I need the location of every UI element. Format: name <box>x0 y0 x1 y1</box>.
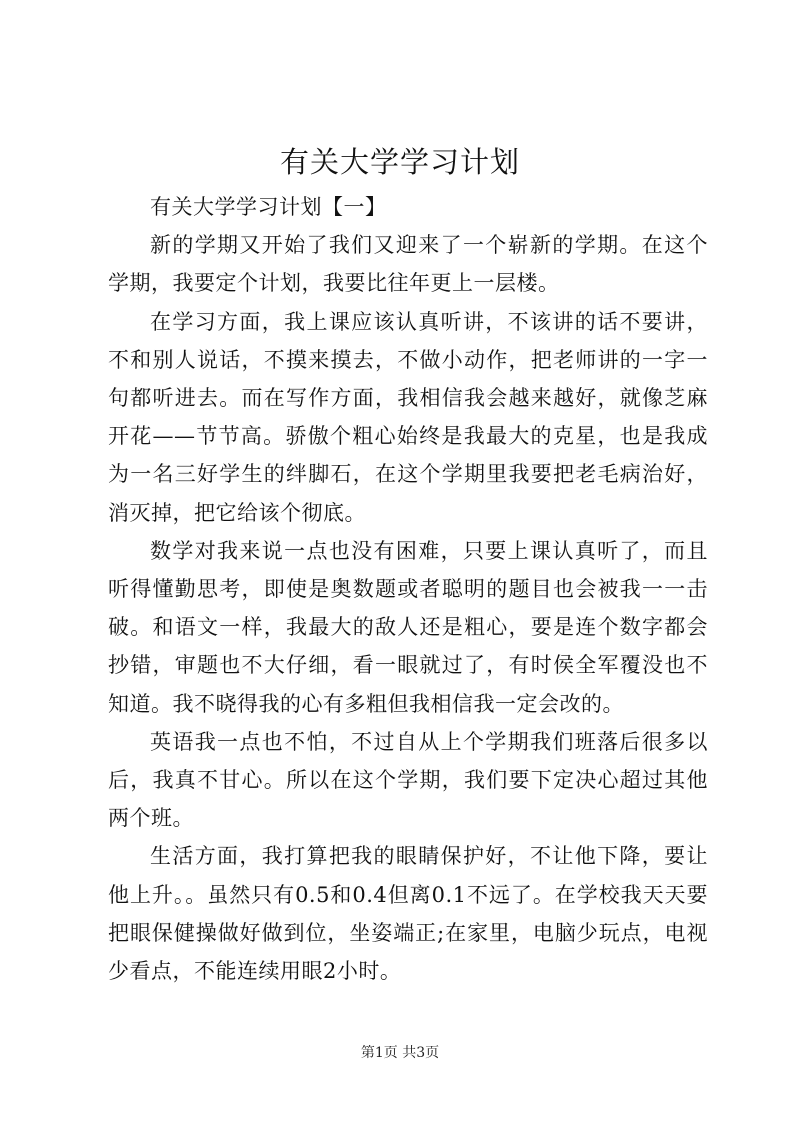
page-footer: 第1页 共3页 <box>360 1045 440 1061</box>
paragraph: 生活方面，我打算把我的眼睛保护好，不让他下降，要让他上升。。虽然只有0.5和0.4但离0.1不远了。在学校我天天要把眼保健操做好做到位，坐姿端正;在家里，电脑少玩点，电视少看点，不能连续用眼2小时。 <box>108 844 708 984</box>
paragraph: 在学习方面，我上课应该认真听讲，不该讲的话不要讲，不和别人说话，不摸来摸去，不做小动作，把老师讲的一字一句都听进去。而在写作方面，我相信我会越来越好，就像芝麻开花——节节高。骄傲个粗心始终是我最大的克星，也是我成为一名三好学生的绊脚石，在这个学期里我要把老毛病治好，消灭掉，把它给该个彻底。 <box>108 309 708 525</box>
paragraph: 英语我一点也不怕，不过自从上个学期我们班落后很多以后，我真不甘心。所以在这个学期，我们要下定决心超过其他两个班。 <box>108 729 708 831</box>
document-body <box>108 188 708 990</box>
paragraph: 数学对我来说一点也没有困难，只要上课认真听了，而且听得懂勤思考，即使是奥数题或者聪明的题目也会被我一一击破。和语文一样，我最大的敌人还是粗心，要是连个数字都会抄错，审题也不大仔细，看一眼就过了，有时侯全军覆没也不知道。我不晓得我的心有多粗但我相信我一定会改的。 <box>108 538 708 716</box>
paragraph: 新的学期又开始了我们又迎来了一个崭新的学期。在这个学期，我要定个计划，我要比往年更上一层楼。 <box>108 233 708 296</box>
document-title: 有关大学学习计划 <box>279 145 520 179</box>
section-heading: 有关大学学习计划【一】 <box>150 195 387 219</box>
